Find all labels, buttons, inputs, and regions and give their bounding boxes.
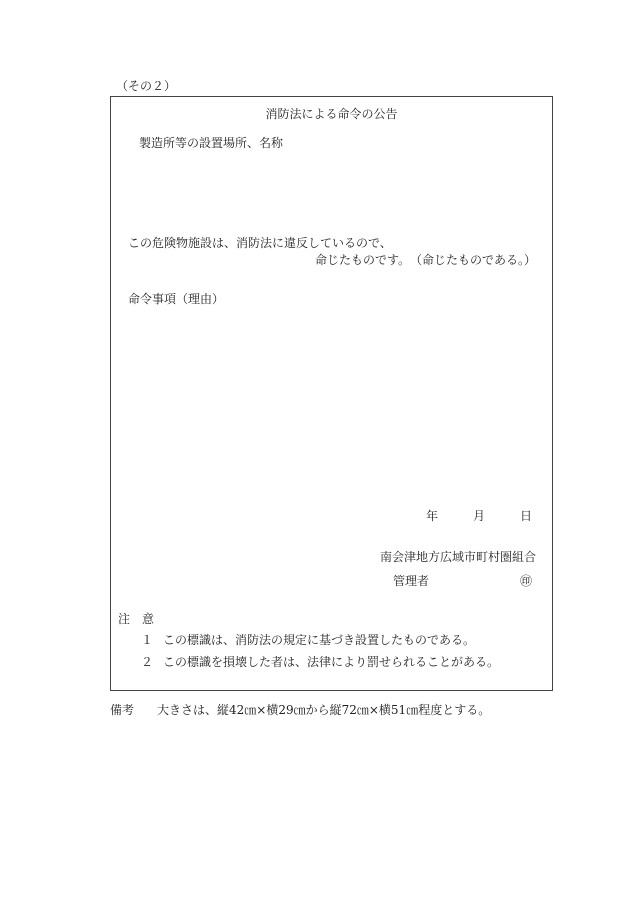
violation-statement-line2: 命じたものです。 — [315, 253, 411, 267]
remarks-label: 備考 — [110, 703, 135, 717]
caution-item-text: この標識を損壊した者は、法律により罰せられることがある。 — [163, 655, 500, 669]
caution-item-text: この標識は、消防法の規定に基づき設置したものである。 — [163, 633, 476, 647]
caution-item-number: １ — [141, 633, 154, 647]
issuing-organization: 南会津地方広域市町村圏組合 — [379, 550, 536, 564]
location-name-label: 製造所等の設置場所、名称 — [139, 136, 284, 150]
remarks-text: 大きさは、縦42㎝×横29㎝から縦72㎝×横51㎝程度とする。 — [157, 703, 491, 717]
notice-title: 消防法による命令の公告 — [265, 107, 398, 121]
notice-frame — [110, 96, 553, 691]
violation-statement-alternative: （命じたものである。） — [409, 253, 536, 267]
date-month-label: 月 — [473, 509, 486, 523]
date-day-label: 日 — [520, 509, 533, 523]
seal-mark: ㊞ — [520, 574, 533, 588]
caution-item-number: ２ — [141, 655, 154, 669]
order-items-label: 命令事項（理由） — [128, 292, 225, 306]
administrator-label: 管理者 — [393, 574, 430, 588]
form-number-label: （その２） — [116, 79, 177, 93]
date-year-label: 年 — [426, 509, 439, 523]
caution-heading: 注 意 — [118, 612, 155, 626]
violation-statement-line1: この危険物施設は、消防法に違反しているので、 — [128, 236, 392, 250]
